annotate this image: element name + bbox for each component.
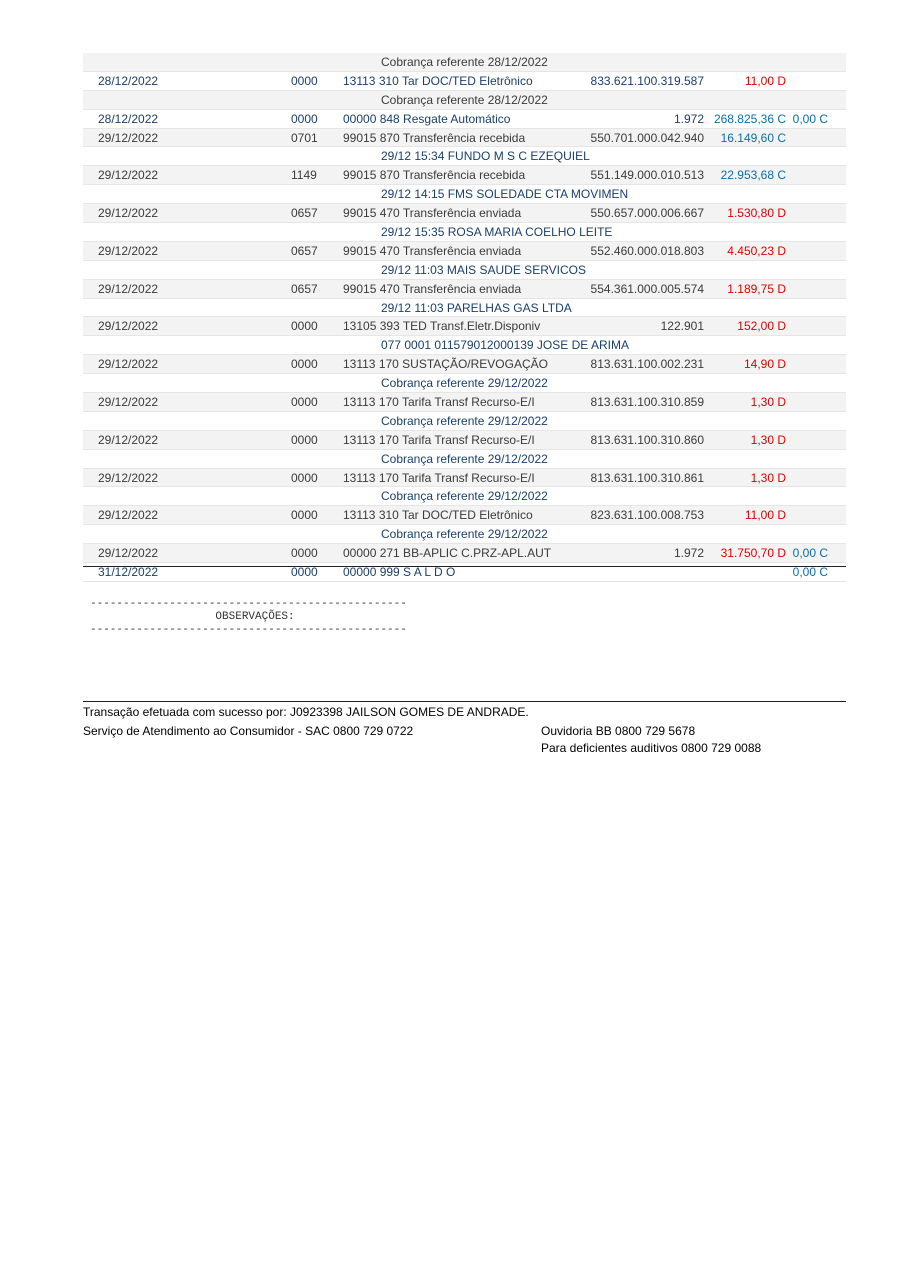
table-bottom-rule [83,566,846,567]
entry-agency: 0657 [291,281,318,296]
statement-entry-row [83,204,846,223]
entry-agency: 0000 [291,508,318,523]
statement-entry-row [83,280,846,299]
entry-value: 1,30 D [750,432,786,447]
entry-date: 29/12/2022 [98,508,159,523]
entry-value: 31.750,70 D [720,546,786,561]
statement-memo-row [83,261,846,280]
entry-document: 823.631.100.008.753 [590,508,704,523]
entry-date: 29/12/2022 [98,357,159,372]
memo-text: Cobrança referente 29/12/2022 [381,376,548,391]
entry-date: 29/12/2022 [98,319,159,334]
entry-document: 813.631.100.002.231 [590,357,704,372]
transaction-confirmation: Transação efetuada com sucesso por: J0923398 JAILSON GOMES DE ANDRADE. [83,705,529,719]
entry-value: 1,30 D [750,470,786,485]
statement-memo-row [83,223,846,242]
entry-document: 813.631.100.310.861 [590,470,704,485]
entry-date: 31/12/2022 [98,565,159,580]
entry-value: 16.149,60 C [720,130,786,145]
memo-text: Cobrança referente 29/12/2022 [381,489,548,504]
sac-contact: Serviço de Atendimento ao Consumidor - SAC 0800 729 0722 [83,724,414,738]
memo-text: 077 0001 011579012000139 JOSE DE ARIMA [381,338,629,353]
memo-text: Cobrança referente 28/12/2022 [381,92,548,107]
entry-document: 550.701.000.042.940 [590,130,704,145]
entry-balance: 0,00 C [792,111,828,126]
entry-value: 1,30 D [750,395,786,410]
footer-top-rule [83,701,846,702]
entry-date: 29/12/2022 [98,243,159,258]
observations-block [90,598,407,637]
entry-value: 1.189,75 D [727,281,786,296]
memo-text: Cobrança referente 29/12/2022 [381,527,548,542]
entry-date: 29/12/2022 [98,281,159,296]
entry-value: 14,90 D [743,357,786,372]
entry-date: 29/12/2022 [98,206,159,221]
entry-document: 552.460.000.018.803 [590,243,704,258]
entry-agency: 0000 [291,73,318,88]
entry-date: 29/12/2022 [98,432,159,447]
statement-memo-row [83,336,846,355]
entry-agency: 0000 [291,357,318,372]
entry-agency: 0657 [291,206,318,221]
statement-memo-row [83,91,846,110]
statement-memo-row [83,185,846,204]
entry-agency: 0000 [291,111,318,126]
memo-text: Cobrança referente 28/12/2022 [381,55,548,69]
statement-entry-row [83,110,846,129]
statement-entry-row [83,393,846,412]
entry-balance: 0,00 C [792,565,828,580]
entry-document: 122.901 [660,319,704,334]
entry-document: 813.631.100.310.859 [590,395,704,410]
entry-description: 13105 393 TED Transf.Eletr.Disponiv [343,319,541,334]
entry-value: 268.825,36 C [713,111,786,126]
entry-value: 22.953,68 C [720,168,786,183]
statement-memo-row [83,147,846,166]
entry-description: 13113 310 Tar DOC/TED Eletrônico [343,73,533,88]
entry-description: 13113 170 Tarifa Transf Recurso-E/I [343,470,535,485]
entry-agency: 0000 [291,319,318,334]
statement-entry-row [83,317,846,336]
memo-text: 29/12 11:03 MAIS SAUDE SERVICOS [381,262,586,277]
entry-value: 4.450,23 D [727,243,786,258]
entry-value: 1.530,80 D [727,206,786,221]
entry-document: 550.657.000.006.667 [590,206,704,221]
statement-table [83,53,846,582]
entry-description: 00000 271 BB-APLIC C.PRZ-APL.AUT [343,546,552,561]
entry-balance: 0,00 C [792,546,828,561]
entry-date: 28/12/2022 [98,73,159,88]
entry-description: 13113 170 SUSTAÇÃO/REVOGAÇÃO [343,357,548,372]
entry-description: 99015 870 Transferência recebida [343,168,526,183]
entry-description: 13113 310 Tar DOC/TED Eletrônico [343,508,533,523]
entry-description: 99015 470 Transferência enviada [343,281,522,296]
entry-date: 29/12/2022 [98,470,159,485]
entry-value: 152,00 D [737,319,786,334]
hearing-impaired-contact: Para deficientes auditivos 0800 729 0088 [541,741,762,755]
entry-description: 00000 999 S A L D O [343,565,456,580]
statement-entry-row [83,166,846,185]
entry-document: 1.972 [673,546,704,561]
statement-entry-row [83,355,846,374]
entry-document: 1.972 [673,111,704,126]
entry-description: 99015 470 Transferência enviada [343,206,522,221]
statement-entry-row [83,506,846,525]
entry-agency: 0000 [291,565,318,580]
entry-document: 833.621.100.319.587 [590,73,704,88]
entry-description: 00000 848 Resgate Automático [343,111,511,126]
statement-entry-row [83,469,846,488]
ouvidoria-contact: Ouvidoria BB 0800 729 5678 [541,724,696,738]
statement-memo-row [83,450,846,469]
memo-text: Cobrança referente 29/12/2022 [381,451,548,466]
statement-entry-row [83,242,846,261]
memo-text: Cobrança referente 29/12/2022 [381,413,548,428]
entry-agency: 1149 [291,168,317,183]
statement-memo-row [83,525,846,544]
entry-value: 11,00 D [744,73,786,88]
entry-description: 99015 870 Transferência recebida [343,130,526,145]
entry-date: 29/12/2022 [98,130,159,145]
memo-text: 29/12 15:34 FUNDO M S C EZEQUIEL [381,149,590,164]
observations-bottom-dashes: ------------------------------------------------ [90,624,407,636]
entry-description: 99015 470 Transferência enviada [343,243,522,258]
statement-entry-row [83,431,846,450]
observations-label: OBSERVAÇÕES: [215,611,295,623]
entry-agency: 0000 [291,470,318,485]
statement-entry-row [83,129,846,148]
entry-agency: 0701 [291,130,318,145]
entry-document: 554.361.000.005.574 [590,281,704,296]
statement-entry-row [83,544,846,563]
entry-agency: 0000 [291,546,318,561]
observations-top-dashes: ------------------------------------------------ [90,598,407,610]
memo-text: 29/12 15:35 ROSA MARIA COELHO LEITE [381,225,613,240]
statement-memo-row [83,53,846,72]
entry-agency: 0000 [291,395,318,410]
statement-entry-row [83,72,846,91]
memo-text: 29/12 14:15 FMS SOLEDADE CTA MOVIMEN [381,187,629,202]
entry-value: 11,00 D [744,508,786,523]
statement-memo-row [83,374,846,393]
entry-date: 29/12/2022 [98,168,159,183]
entry-document: 813.631.100.310.860 [590,432,704,447]
entry-date: 29/12/2022 [98,395,159,410]
statement-memo-row [83,487,846,506]
entry-agency: 0657 [291,243,318,258]
entry-document: 551.149.000.010.513 [590,168,704,183]
memo-text: 29/12 11:03 PARELHAS GAS LTDA [381,300,572,315]
statement-memo-row [83,412,846,431]
entry-agency: 0000 [291,432,318,447]
entry-date: 28/12/2022 [98,111,159,126]
entry-date: 29/12/2022 [98,546,159,561]
statement-memo-row [83,299,846,318]
entry-description: 13113 170 Tarifa Transf Recurso-E/I [343,395,535,410]
entry-description: 13113 170 Tarifa Transf Recurso-E/I [343,432,535,447]
